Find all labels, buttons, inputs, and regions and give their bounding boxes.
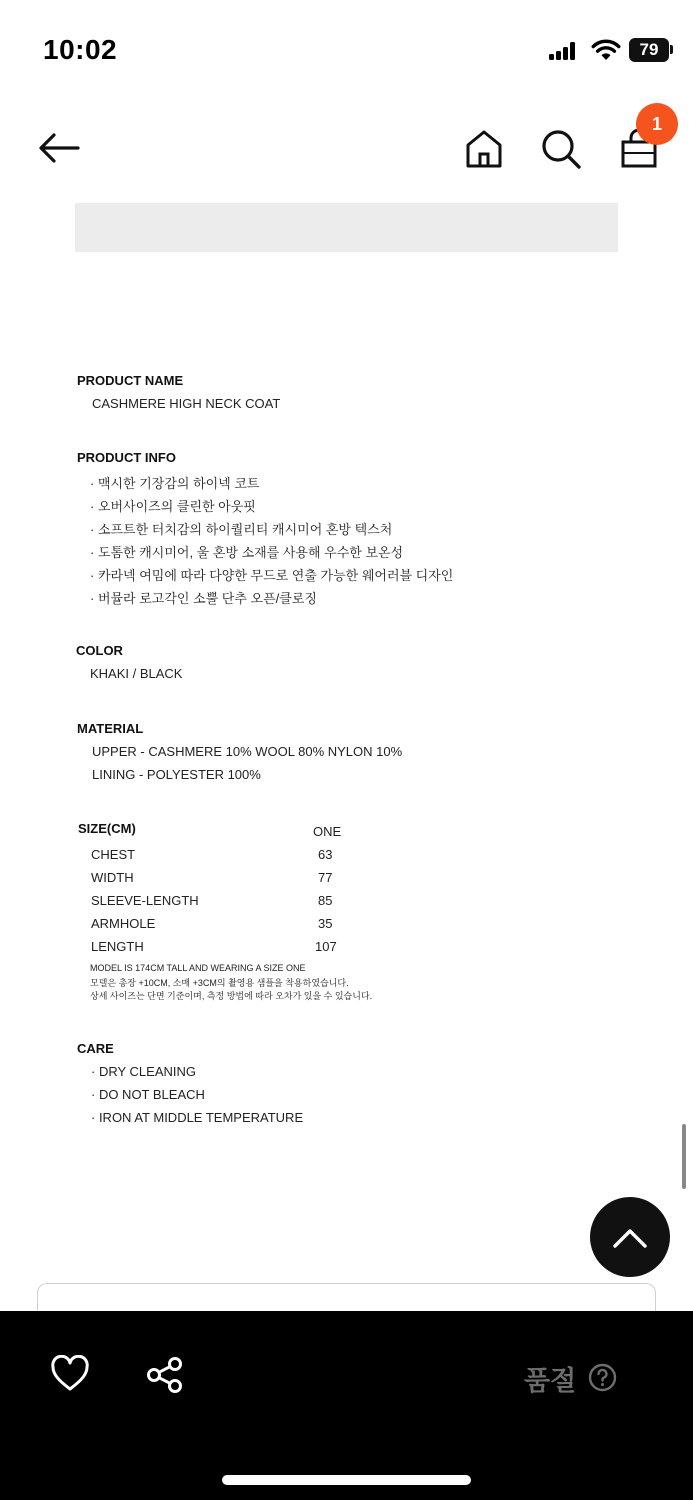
info-item: · 오버사이즈의 클린한 아웃핏 [90,499,256,514]
cart-count-badge[interactable]: 1 [636,103,678,145]
size-note: MODEL IS 174CM TALL AND WEARING A SIZE ONE [90,963,306,973]
material-title: MATERIAL [77,721,144,736]
battery-level: 79 [629,38,669,62]
heart-icon[interactable] [50,1355,90,1393]
help-icon[interactable] [588,1363,617,1392]
info-item: · 버뮬라 로고각인 소뿔 단추 오픈/클로징 [90,591,317,606]
size-row-value: 77 [318,870,333,885]
size-row-value: 35 [318,916,333,931]
home-indicator[interactable] [222,1475,471,1485]
search-icon[interactable] [540,128,582,170]
size-row-label: WIDTH [91,870,134,885]
vertical-scrollbar[interactable] [682,1124,686,1189]
size-row-value: 85 [318,893,333,908]
material-item: LINING - POLYESTER 100% [92,767,261,782]
info-item: · 도톰한 캐시미어, 울 혼방 소재를 사용해 우수한 보온성 [90,545,404,560]
care-item: · IRON AT MIDDLE TEMPERATURE [91,1110,304,1125]
size-row-label: SLEEVE-LENGTH [91,893,199,908]
care-item: · DO NOT BLEACH [91,1087,205,1102]
product-name-value: CASHMERE HIGH NECK COAT [92,396,281,411]
back-arrow-icon[interactable] [36,130,82,166]
status-bar [0,0,693,100]
material-item: UPPER - CASHMERE 10% WOOL 80% NYLON 10% [92,744,403,759]
product-info-title: PRODUCT INFO [77,450,176,465]
color-value: KHAKI / BLACK [90,666,183,681]
cellular-signal-icon [549,42,577,60]
size-row-label: CHEST [91,847,136,862]
size-row-value: 63 [318,847,333,862]
size-row-label: ARMHOLE [91,916,156,931]
battery-cap [670,45,673,54]
info-item: · 소프트한 터치감의 하이퀄리티 캐시미어 혼방 텍스처 [90,522,393,537]
home-icon[interactable] [464,128,504,170]
status-time: 10:02 [43,34,118,65]
wifi-icon [590,38,622,62]
info-item: · 맥시한 기장감의 하이넥 코트 [90,476,260,491]
size-row-value: 107 [315,939,337,954]
size-note: 상세 사이즈는 단면 기준이며, 측정 방법에 따라 오차가 있을 수 있습니다. [90,991,373,1001]
scroll-to-top-button[interactable] [590,1197,670,1277]
product-name-title: PRODUCT NAME [77,373,184,388]
color-title: COLOR [76,643,123,658]
size-note: 모델은 총장 +10CM, 소매 +3CM의 촬영용 샘플을 착용하였습니다. [90,978,349,988]
info-item: · 카라넥 여밈에 따라 다양한 무드로 연출 가능한 웨어러블 디자인 [90,568,454,583]
chevron-up-icon [610,1219,650,1255]
bottom-action-bar [0,1311,693,1500]
size-row-label: LENGTH [91,939,144,954]
share-icon[interactable] [145,1355,185,1395]
image-placeholder-band [75,203,618,252]
top-nav-bar [0,100,693,195]
size-column-header: ONE [313,824,342,839]
size-title: SIZE(CM) [78,821,136,836]
care-title: CARE [77,1041,114,1056]
sold-out-label: 품절 [524,1366,577,1397]
care-item: · DRY CLEANING [91,1064,196,1079]
